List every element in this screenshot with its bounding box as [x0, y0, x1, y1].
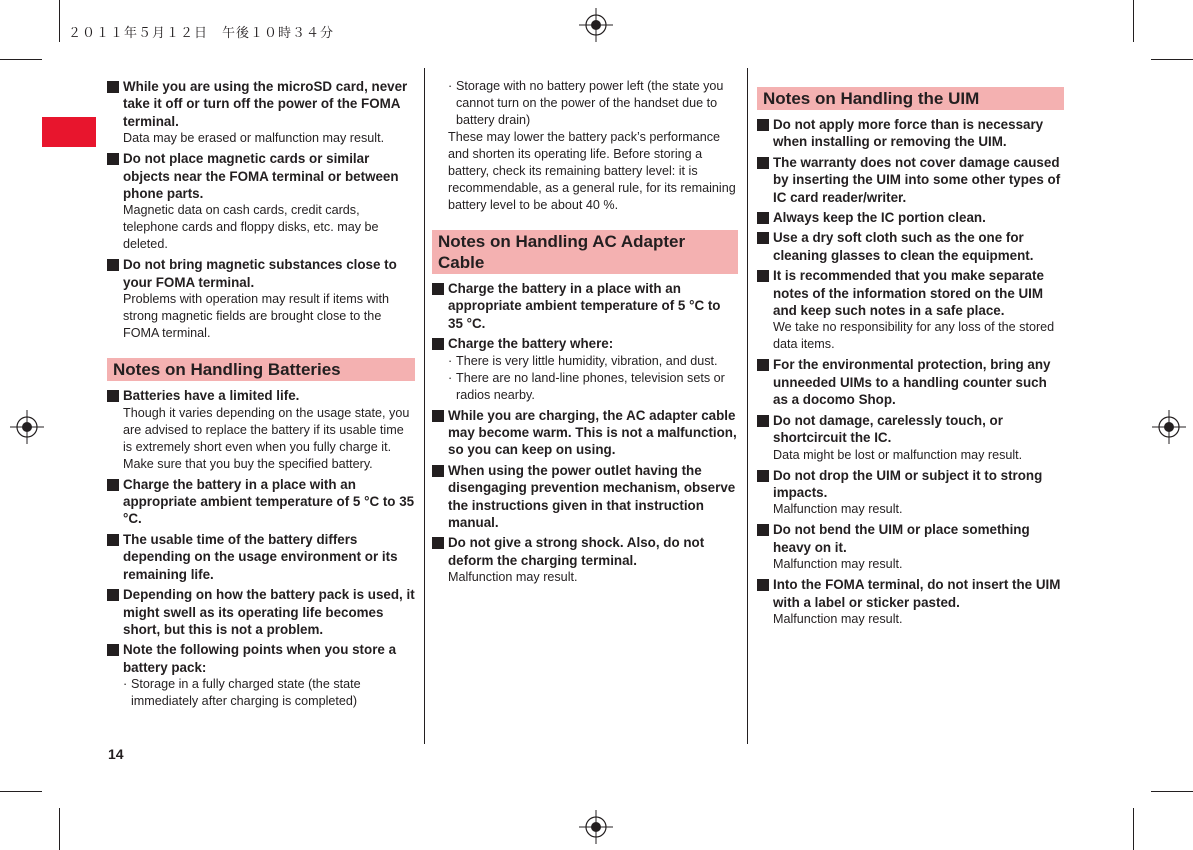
- item-heading: Do not place magnetic cards or similar objects near the FOMA terminal or between phone parts.: [123, 151, 399, 202]
- item-heading: When using the power outlet having the disengaging prevention mechanism, observe the instructions given in that instruction manual.: [448, 462, 736, 531]
- section-title: Notes on Handling Batteries: [107, 358, 415, 381]
- paragraph: These may lower the battery pack’s performance and shorten its operating life. Before storing a battery, check its remaining battery level: it is recommendable, as a general rule, for its remaining battery level to be about 40 %.: [448, 130, 736, 212]
- chapter-tab: [42, 117, 96, 147]
- square-bullet-icon: [757, 232, 769, 244]
- section-title: Notes on Handling the UIM: [757, 87, 1064, 110]
- list-item: [757, 356, 1064, 408]
- list-item: [107, 641, 415, 710]
- item-heading: Do not drop the UIM or subject it to strong impacts.: [773, 467, 1043, 500]
- item-body: Data might be lost or malfunction may result.: [773, 447, 1023, 462]
- column-1: [107, 78, 415, 713]
- crop-mark: [1151, 791, 1193, 792]
- list-item: [757, 467, 1064, 519]
- list-item: [107, 531, 415, 583]
- square-bullet-icon: [107, 259, 119, 271]
- column-divider: [747, 68, 748, 744]
- crop-mark: [1151, 59, 1193, 60]
- item-heading: Note the following points when you store a battery pack:: [123, 642, 397, 675]
- list-item: [757, 116, 1064, 151]
- sub-point-text: There are no land-line phones, television sets or radios nearby.: [456, 370, 725, 402]
- item-heading: Depending on how the battery pack is used, it might swell as its operating life becomes short, but this is not a problem.: [123, 587, 415, 637]
- dot-bullet-icon: ·: [448, 370, 453, 385]
- sub-point-text: Storage with no battery power left (the state you cannot turn on the power of the handset due to battery drain): [456, 79, 724, 127]
- section-title: Notes on Handling AC Adapter Cable: [432, 230, 738, 274]
- sub-point: [448, 353, 738, 370]
- list-item: [757, 412, 1064, 464]
- continued-block: [432, 78, 738, 214]
- registration-mark-icon: [579, 8, 613, 42]
- item-heading: Do not apply more force than is necessary when installing or removing the UIM.: [773, 117, 1044, 150]
- list-item: [757, 576, 1064, 628]
- square-bullet-icon: [107, 81, 119, 93]
- crop-mark: [0, 791, 42, 792]
- crop-mark: [59, 0, 60, 42]
- square-bullet-icon: [432, 338, 444, 350]
- crop-mark: [59, 808, 60, 850]
- square-bullet-icon: [432, 465, 444, 477]
- list-item: [107, 476, 415, 528]
- square-bullet-icon: [432, 410, 444, 422]
- square-bullet-icon: [107, 153, 119, 165]
- item-body: Magnetic data on cash cards, credit cards, telephone cards and floppy disks, etc. may be deleted.: [123, 203, 379, 252]
- square-bullet-icon: [757, 415, 769, 427]
- item-body: Though it varies depending on the usage state, you are advised to replace the battery if its usable time is extremely short even when you fully charge it. Make sure that you buy the specified battery.: [123, 405, 410, 471]
- sub-point-text: Storage in a fully charged state (the state immediately after charging is completed): [131, 677, 361, 709]
- square-bullet-icon: [432, 283, 444, 295]
- item-body: Malfunction may result.: [448, 570, 578, 585]
- list-item: [757, 267, 1064, 353]
- list-item: [432, 462, 738, 532]
- list-item: [107, 150, 415, 253]
- dot-bullet-icon: ·: [123, 677, 128, 692]
- column-3: [757, 71, 1064, 631]
- sub-point: [448, 370, 738, 404]
- list-item: [107, 256, 415, 342]
- square-bullet-icon: [757, 119, 769, 131]
- item-heading: Do not damage, carelessly touch, or shortcircuit the IC.: [773, 412, 1003, 446]
- crop-mark: [0, 59, 42, 60]
- dot-bullet-icon: ·: [448, 79, 453, 93]
- item-body: Malfunction may result.: [773, 557, 903, 572]
- square-bullet-icon: [107, 390, 119, 402]
- column-2: [432, 78, 738, 589]
- page-number: 14: [108, 746, 124, 762]
- list-item: [107, 586, 415, 638]
- item-heading: While you are using the microSD card, never take it off or turn off the power of the FOMA terminal.: [123, 79, 408, 129]
- item-heading: Into the FOMA terminal, do not insert the UIM with a label or sticker pasted.: [773, 577, 1061, 610]
- item-heading: For the environmental protection, bring any unneeded UIMs to a handling counter such as a docomo Shop.: [773, 357, 1051, 408]
- item-body: Data may be erased or malfunction may result.: [123, 131, 385, 146]
- crop-mark: [1133, 0, 1134, 42]
- list-item: [107, 387, 415, 472]
- square-bullet-icon: [432, 537, 444, 549]
- square-bullet-icon: [757, 359, 769, 371]
- item-heading: The warranty does not cover damage caused by inserting the UIM into some other types of IC card reader/writer.: [773, 154, 1061, 205]
- sub-point: [448, 78, 738, 129]
- item-body: Malfunction may result.: [773, 611, 903, 626]
- list-item: [107, 78, 415, 147]
- item-heading: Batteries have a limited life.: [123, 388, 300, 404]
- list-item: [432, 335, 738, 403]
- item-body: We take no responsibility for any loss of the stored data items.: [773, 320, 1055, 352]
- item-heading: Do not bring magnetic substances close to your FOMA terminal.: [123, 257, 397, 290]
- square-bullet-icon: [757, 212, 769, 224]
- item-heading: While you are charging, the AC adapter cable may become warm. This is not a malfunction, so you can keep on using.: [448, 407, 737, 458]
- square-bullet-icon: [757, 270, 769, 282]
- dot-bullet-icon: ·: [448, 353, 453, 368]
- print-timestamp: ２０１１年５月１２日 午後１０時３４分: [68, 26, 335, 41]
- square-bullet-icon: [757, 470, 769, 482]
- square-bullet-icon: [107, 644, 119, 656]
- square-bullet-icon: [757, 524, 769, 536]
- square-bullet-icon: [757, 157, 769, 169]
- square-bullet-icon: [757, 579, 769, 591]
- list-item: [432, 407, 738, 459]
- list-item: [757, 154, 1064, 206]
- item-body: Malfunction may result.: [773, 502, 903, 517]
- square-bullet-icon: [107, 534, 119, 546]
- item-heading: Charge the battery where:: [448, 336, 614, 352]
- sub-point: [123, 676, 415, 710]
- registration-mark-icon: [1152, 410, 1186, 444]
- square-bullet-icon: [107, 589, 119, 601]
- item-heading: Always keep the IC portion clean.: [773, 210, 986, 226]
- registration-mark-icon: [579, 810, 613, 844]
- list-item: [757, 521, 1064, 573]
- item-heading: Do not bend the UIM or place something heavy on it.: [773, 522, 1030, 555]
- item-heading: Charge the battery in a place with an appropriate ambient temperature of 5 °C to 35 °C.: [448, 281, 721, 331]
- column-divider: [424, 68, 425, 744]
- list-item: [757, 209, 1064, 226]
- item-heading: Use a dry soft cloth such as the one for cleaning glasses to clean the equipment.: [773, 230, 1034, 263]
- square-bullet-icon: [107, 479, 119, 491]
- item-body: Problems with operation may result if items with strong magnetic fields are brought close to the FOMA terminal.: [123, 292, 389, 341]
- list-item: [432, 280, 738, 332]
- item-heading: It is recommended that you make separate notes of the information stored on the UIM and keep such notes in a safe place.: [773, 268, 1044, 319]
- item-heading: Charge the battery in a place with an appropriate ambient temperature of 5 °C to 35 °C.: [123, 476, 415, 527]
- item-heading: The usable time of the battery differs depending on the usage environment or its remaining life.: [123, 531, 398, 582]
- registration-mark-icon: [10, 410, 44, 444]
- crop-mark: [1133, 808, 1134, 850]
- sub-point-text: There is very little humidity, vibration, and dust.: [456, 353, 718, 368]
- item-heading: Do not give a strong shock. Also, do not deform the charging terminal.: [448, 535, 705, 568]
- list-item: [757, 229, 1064, 264]
- list-item: [432, 534, 738, 586]
